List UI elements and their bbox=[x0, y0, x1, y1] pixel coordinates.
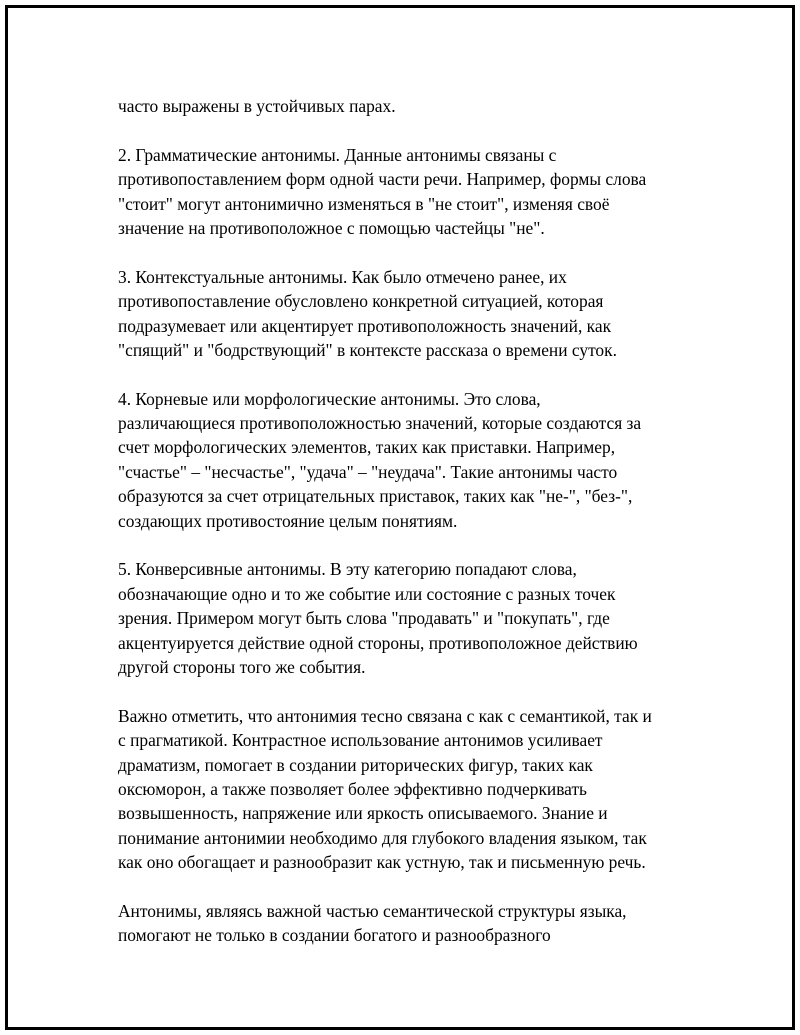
text-line: Важно отметить, что антонимия тесно связана с как с семантикой, так и bbox=[118, 705, 652, 726]
text-line: "спящий" и "бодрствующий" в контексте рассказа о времени суток. bbox=[118, 339, 617, 360]
paragraph-gap bbox=[118, 533, 698, 557]
paragraph-importance bbox=[118, 704, 698, 875]
text-line: как оно обогащает и разнообразит как устную, так и письменную речь. bbox=[118, 852, 646, 873]
text-line: создающих противостояние целым понятиям. bbox=[118, 510, 458, 531]
text-line: "стоит" могут антонимично изменяться в "не стоит", изменяя своё bbox=[118, 193, 610, 214]
paragraph-conclusion bbox=[118, 899, 698, 948]
text-line: часто выражены в устойчивых парах. bbox=[118, 96, 396, 116]
paragraph-gap bbox=[118, 118, 698, 142]
text-line: Антонимы, являясь важной частью семантической структуры языка, bbox=[118, 900, 627, 921]
text-line: значение на противоположное с помощью частейцы "не". bbox=[118, 217, 545, 238]
document-body bbox=[118, 94, 698, 948]
text-line: 3. Контекстуальные антонимы. Как было отмечено ранее, их bbox=[118, 266, 567, 287]
paragraph-conversive-antonyms bbox=[118, 557, 698, 679]
text-line: 2. Грамматические антонимы. Данные антонимы связаны с bbox=[118, 144, 557, 165]
text-line: 4. Корневые или морфологические антонимы. Это слова, bbox=[118, 388, 541, 409]
text-line: "счастье" – "несчастье", "удача" – "неудача". Такие антонимы часто bbox=[118, 461, 618, 482]
paragraph-gap bbox=[118, 875, 698, 899]
paragraph-gap bbox=[118, 240, 698, 264]
paragraph-1 bbox=[118, 94, 698, 118]
paragraph-morphological-antonyms bbox=[118, 387, 698, 533]
paragraph-gap bbox=[118, 362, 698, 386]
text-line: противопоставлением форм одной части речи. Например, формы слова bbox=[118, 169, 647, 190]
text-line: понимание антонимии необходимо для глубокого владения языком, так bbox=[118, 827, 647, 848]
text-line: различающиеся противоположностью значений, которые создаются за bbox=[118, 413, 642, 434]
text-line: 5. Конверсивные антонимы. В эту категорию попадают слова, bbox=[118, 559, 577, 580]
text-line: оксюморон, а также позволяет более эффективно подчеркивать bbox=[118, 778, 587, 799]
text-line: другой стороны того же события. bbox=[118, 656, 366, 677]
text-line: счет морфологических элементов, таких как приставки. Например, bbox=[118, 437, 616, 458]
text-line: обозначающие одно и то же событие или состояние с разных точек bbox=[118, 583, 616, 604]
paragraph-contextual-antonyms bbox=[118, 265, 698, 363]
text-line: помогают не только в создании богатого и разнообразного bbox=[118, 925, 551, 946]
text-line: с прагматикой. Контрастное использование антонимов усиливает bbox=[118, 730, 603, 751]
text-line: подразумевает или акцентирует противоположность значений, как bbox=[118, 315, 612, 336]
paragraph-grammatical-antonyms bbox=[118, 143, 698, 241]
paragraph-gap bbox=[118, 679, 698, 703]
text-line: возвышенность, напряжение или яркость описываемого. Знание и bbox=[118, 803, 608, 824]
text-line: противопоставление обусловлено конкретной ситуацией, которая bbox=[118, 291, 604, 312]
text-line: образуются за счет отрицательных приставок, таких как "не-", "без-", bbox=[118, 486, 633, 507]
text-line: драматизм, помогает в создании риторических фигур, таких как bbox=[118, 754, 593, 775]
text-line: акцентуируется действие одной стороны, противоположное действию bbox=[118, 632, 638, 653]
text-line: зрения. Примером могут быть слова "продавать" и "покупать", где bbox=[118, 608, 610, 629]
